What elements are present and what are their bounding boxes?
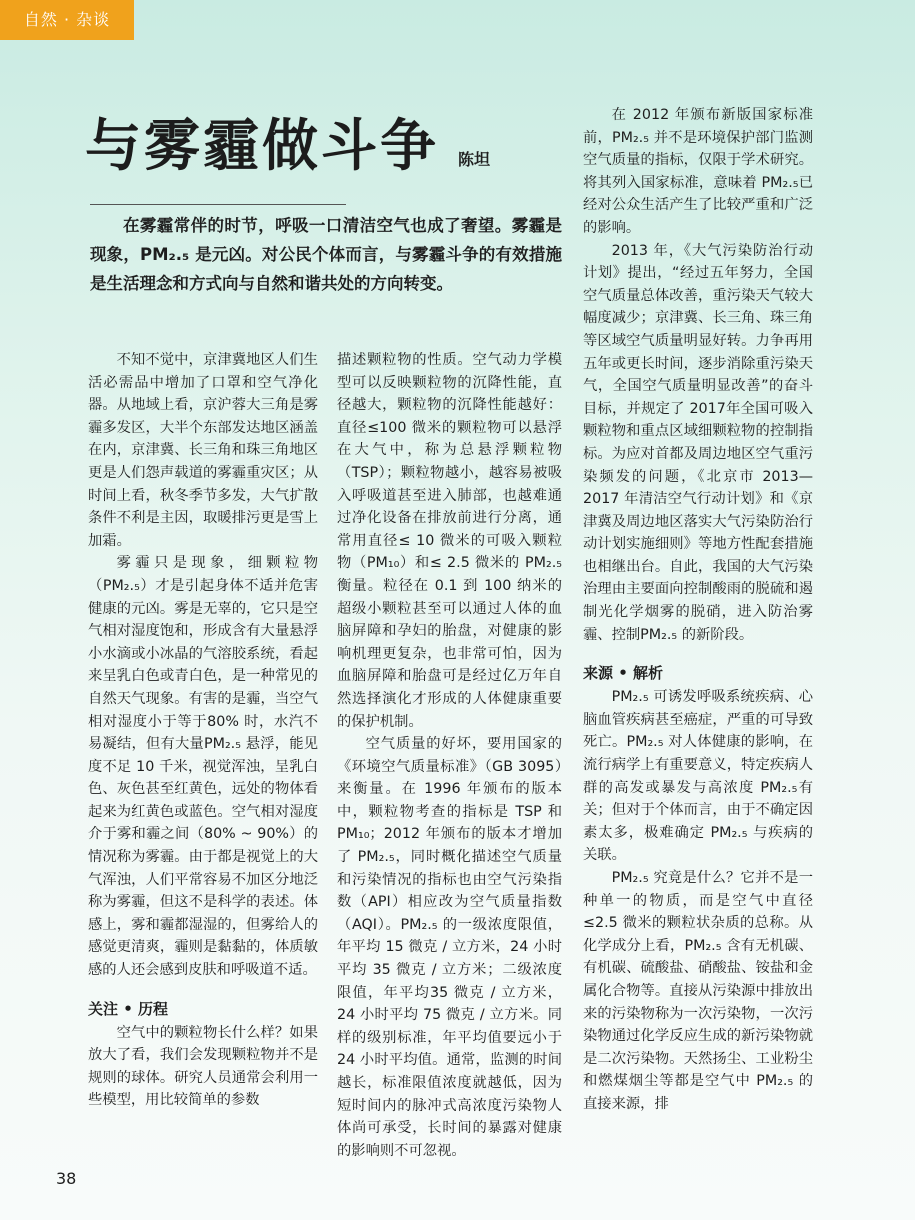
paragraph: 雾霾只是现象，细颗粒物（PM₂.₅）才是引起身体不适并危害健康的元凶。雾是无辜的，它只是空气相对湿度饱和，形成含有大量悬浮小水滴或小冰晶的气溶胶系统，看起来呈乳白色或青白色，是一种常见的自然天气现象。有害的是霾，当空气相对湿度小于等于80% 时，水汽不易凝结，但有大量PM₂.₅ 悬浮，能见度不足 10 千米，视觉浑浊，呈乳白色、灰色甚至红黄色，远处的物体看起来为红黄色或蓝色。空气相对湿度介于雾和霾之间（80% ~ 90%）的情况称为雾霾。由于都是视觉上的大气浑浊，人们平常容易不加区分地泛称为雾霾，但这不是科学的表述。体感上，雾和霾都湿湿的，但雾给人的感觉更清爽，霾则是黏黏的，体质敏感的人还会感到皮肤和呼吸道不适。	[88, 555, 318, 979]
column-left	[88, 349, 318, 1112]
paragraph: 空气中的颗粒物长什么样？如果放大了看，我们会发现颗粒物并不是规则的球体。研究人员通常会利用一些模型，用比较简单的参数	[88, 1024, 318, 1109]
paragraph: 在 2012 年颁布新版国家标准前，PM₂.₅ 并不是环境保护部门监测空气质量的指标，仅限于学术研究。将其列入国家标准，意味着 PM₂.₅已经对公众生活产生了比较严重和广泛的影响。	[583, 107, 813, 236]
paragraph: 空气质量的好坏，要用国家的《环境空气质量标准》（GB 3095）来衡量。在 1996 年颁布的版本中，颗粒物考查的指标是 TSP 和 PM₁₀；2012 年颁布的版本才增加了 PM₂.₅，同时概化描述空气质量和污染情况的指标也由空气污染指数（API）相应改为空气质量指数（AQI）。PM₂.₅ 的一级浓度限值，年平均 15 微克 / 立方米，24 小时平均 35 微克 / 立方米；二级浓度限值，年平均35 微克 / 立方米，24 小时平均 75 微克 / 立方米。同样的级别标准，年平均值要远小于 24 小时平均值。通常，监测的时间越长，标准限值浓度就越低，因为短时间内的脉冲式高浓度污染物人体尚可承受，长时间的暴露对健康的影响则不可忽视。	[337, 736, 562, 1159]
page-number: 38	[56, 1169, 77, 1188]
section-tag: 自然 · 杂谈	[0, 0, 134, 40]
column-right	[583, 104, 813, 1116]
paragraph: 不知不觉中，京津冀地区人们生活必需品中增加了口罩和空气净化器。从地域上看，京沪蓉大三角是雾霾多发区，大半个东部发达地区涵盖在内，京津冀、长三角和珠三角地区更是人们怨声载道的雾霾重灾区；从时间上看，秋冬季节多发，大气扩散条件不利是主因，取暖排污更是雪上加霜。	[88, 352, 318, 549]
paragraph: 2013 年，《大气污染防治行动计划》提出，“经过五年努力，全国空气质量总体改善，重污染天气较大幅度减少；京津冀、长三角、珠三角等区域空气质量明显好转。力争再用五年或更长时间，逐步消除重污染天气，全国空气质量明显改善”的奋斗目标，并规定了 2017年全国可吸入颗粒物和重点区域细颗粒物的控制指标。为应对首都及周边地区空气重污染频发的问题，《北京市 2013—2017 年清洁空气行动计划》和《京津冀及周边地区落实大气污染防治行动计划实施细则》等地方性配套措施也相继出台。自此，我国的大气污染治理由主要面向控制酸雨的脱硫和遏制光化学烟雾的脱硝，进入防治雾霾、控制PM₂.₅ 的新阶段。	[583, 242, 813, 643]
article-author: 陈坦	[458, 150, 491, 169]
paragraph: PM₂.₅ 究竟是什么？它并不是一种单一的物质，而是空气中直径≤2.5 微米的颗粒状杂质的总称。从化学成分上看，PM₂.₅ 含有无机碳、有机碳、硫酸盐、硝酸盐、铵盐和金属化合物等。直接从污染源中排放出来的污染物称为一次污染物，一次污染物通过化学反应生成的新污染物就是二次污染物。天然扬尘、工业粉尘和燃煤烟尘等都是空气中 PM₂.₅ 的直接来源，排	[583, 870, 813, 1112]
column-middle	[337, 349, 562, 1162]
title-divider	[90, 204, 346, 205]
section-heading-source: 来源 • 解析	[583, 664, 664, 683]
paragraph: 描述颗粒物的性质。空气动力学模型可以反映颗粒物的沉降性能，直径越大，颗粒物的沉降性能越好：直径≤100 微米的颗粒物可以悬浮在大气中，称为总悬浮颗粒物（TSP）；颗粒物越小，越容易被吸入呼吸道甚至进入肺部，也越难通过净化设备在排放前进行分离，通常用直径≤ 10 微米的可吸入颗粒物（PM₁₀）和≤ 2.5 微米的 PM₂.₅ 衡量。粒径在 0.1 到 100 纳米的超级小颗粒甚至可以通过人体的血脑屏障和孕妇的胎盘，对健康的影响机理更复杂，也非常可怕，因为血脑屏障和胎盘可是经过亿万年自然选择演化才形成的人体健康重要的保护机制。	[337, 352, 562, 730]
article-lead: 在雾霾常伴的时节，呼吸一口清洁空气也成了奢望。雾霾是现象，PM₂.₅ 是元凶。对公民个体而言，与雾霾斗争的有效措施是生活理念和方式向与自然和谐共处的方向转变。	[90, 216, 562, 293]
article-title: 与雾霾做斗争	[85, 114, 439, 179]
section-heading-focus: 关注 • 历程	[88, 999, 169, 1018]
paragraph: PM₂.₅ 可诱发呼吸系统疾病、心脑血管疾病甚至癌症，严重的可导致死亡。PM₂.₅ 对人体健康的影响，在流行病学上有重要意义，特定疾病人群的高发或暴发与高浓度 PM₂.₅有关；但对于个体而言，由于不确定因素太多，极难确定 PM₂.₅ 与疾病的关联。	[583, 689, 813, 864]
